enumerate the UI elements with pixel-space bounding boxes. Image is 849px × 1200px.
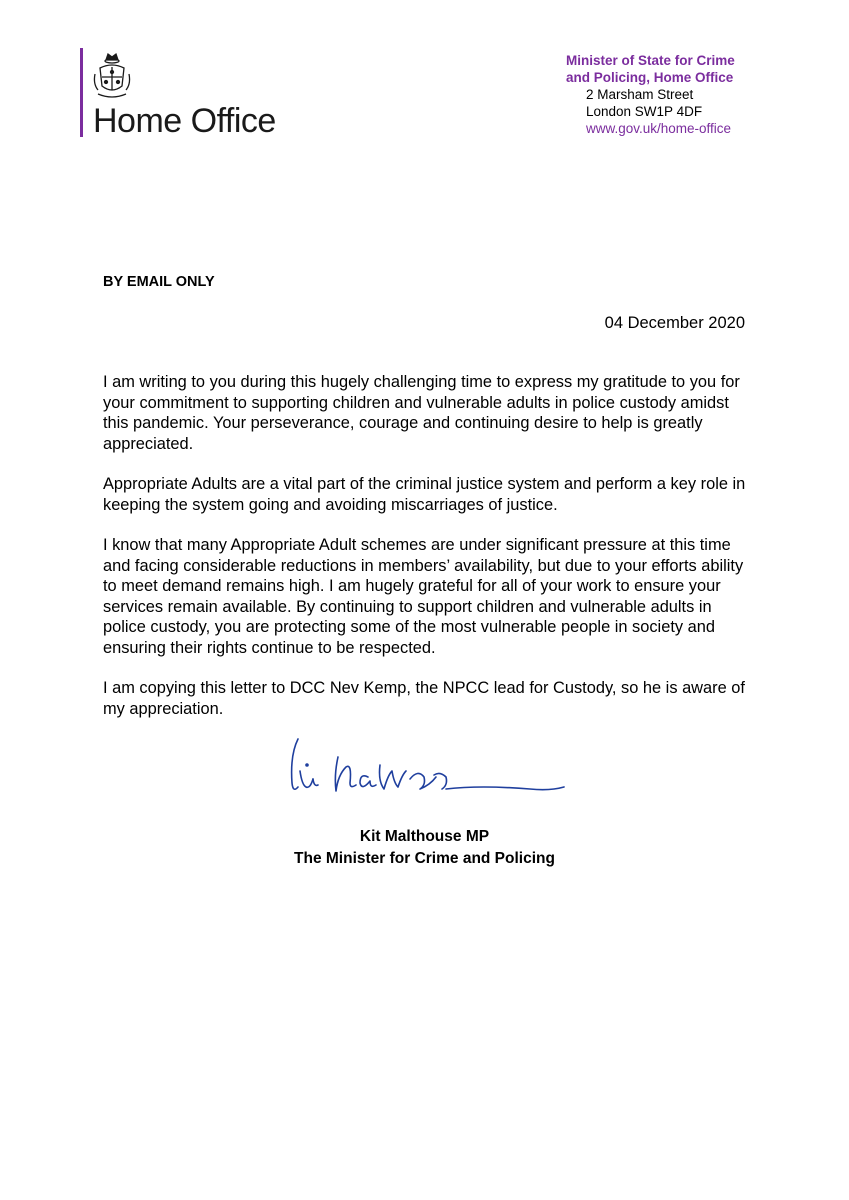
delivery-note: BY EMAIL ONLY: [103, 274, 215, 290]
sender-block: [566, 52, 735, 137]
handwritten-signature: [280, 735, 570, 815]
signatory-role: The Minister for Crime and Policing: [294, 850, 555, 867]
body-paragraph: I know that many Appropriate Adult schemes are under significant pressure at this time and facing considerable reductions in members’ availability, but due to your efforts ability to meet demand remains high. I am hugely grateful for all of your work to ensure your services remain available. By continuing to support children and vulnerable adults in police custody, you are protecting some of the most vulnerable people in society and ensuring their rights continue to be respected.: [103, 536, 744, 657]
body-paragraph: I am copying this letter to DCC Nev Kemp, the NPCC lead for Custody, so he is aware of my appreciation.: [103, 679, 745, 718]
letter-date: 04 December 2020: [604, 314, 745, 332]
brand-rule: [80, 48, 83, 137]
signatory-block: [0, 826, 849, 870]
signatory-name: Kit Malthouse MP: [359, 828, 490, 845]
website-link[interactable]: www.gov.uk/home-office: [586, 121, 732, 136]
org-name: Home Office: [93, 102, 276, 140]
sender-title-line: and Policing, Home Office: [566, 70, 734, 85]
body-paragraph: I am writing to you during this hugely challenging time to express my gratitude to you for your commitment to supporting children and vulnerable adults in police custody amidst this pandemic. Your perseverance, courage and continuing desire to help is greatly appreciated.: [103, 373, 740, 453]
letter-body: [103, 372, 748, 739]
body-paragraph: Appropriate Adults are a vital part of the criminal justice system and perform a key role in keeping the system going and avoiding miscarriages of justice.: [103, 475, 746, 514]
address-line: London SW1P 4DF: [586, 104, 703, 119]
address-line: 2 Marsham Street: [586, 87, 694, 102]
sender-title-line: Minister of State for Crime: [566, 53, 735, 68]
royal-crest-icon: [92, 50, 132, 106]
